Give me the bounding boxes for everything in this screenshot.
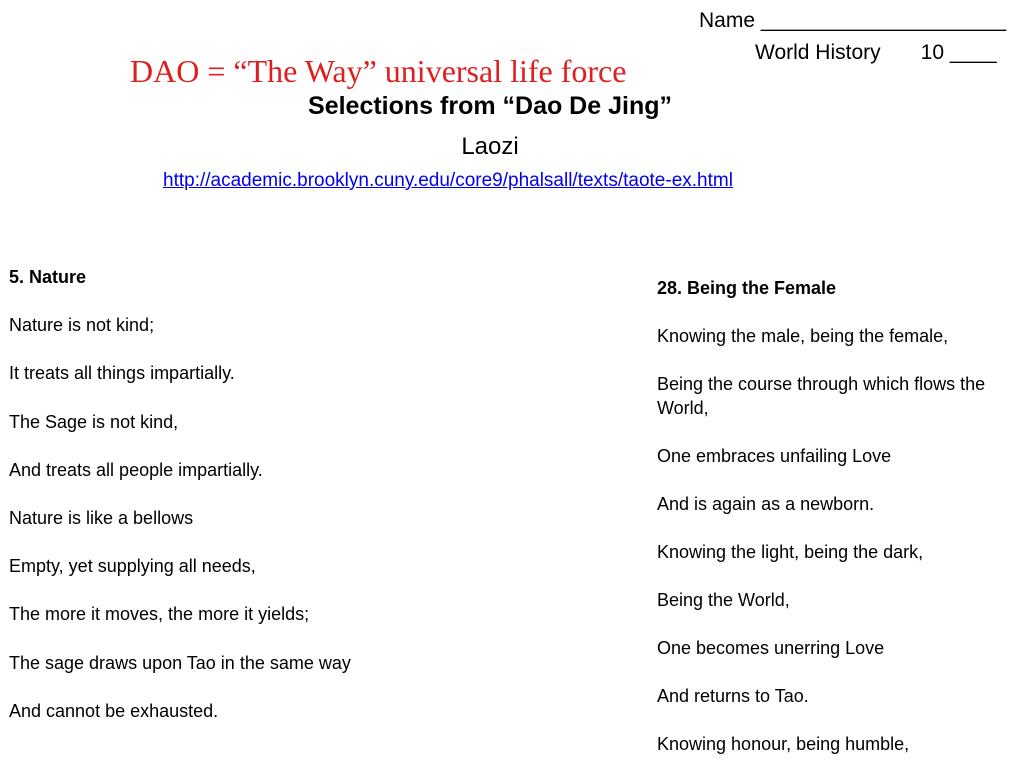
poem-being-the-female [657,276,1017,780]
poem-line: And is again as a newborn. [657,494,875,514]
poem-line: Knowing the male, being the female, [657,326,949,346]
poem-line: The more it moves, the more it yields; [9,604,310,625]
source-link[interactable]: http://academic.brooklyn.cuny.edu/core9/phalsall/texts/taote-ex.html [163,170,733,191]
poem-heading: 5. Nature [9,267,87,287]
period-field[interactable]: 10 ____ [920,41,997,64]
poem-heading: 28. Being the Female [657,278,837,298]
poem-line: Nature is like a bellows [9,507,194,528]
dao-title: DAO = “The Way” universal life force [130,53,627,89]
poem-line: Being the World, [657,590,790,610]
poem-nature [9,266,609,748]
poem-line: Nature is not kind; [9,315,155,336]
poem-line: The Sage is not kind, [9,411,179,432]
poem-line: Knowing honour, being humble, [657,734,910,754]
poem-line: And cannot be exhausted. [9,700,219,721]
poem-line: And treats all people impartially. [9,459,263,480]
poem-line: Empty, yet supplying all needs, [9,556,256,577]
document-title: Selections from “Dao De Jing” [308,92,672,120]
poem-line: Knowing the light, being the dark, [657,542,924,562]
student-name-field[interactable]: Name _____________________ [699,9,1007,32]
poem-line: It treats all things impartially. [9,363,235,384]
author-name: Laozi [461,133,519,160]
poem-line: Being the course through which flows the World, [657,374,986,418]
poem-line: One embraces unfailing Love [657,446,892,466]
poem-line: And returns to Tao. [657,686,809,706]
course-name: World History [755,41,881,64]
poem-line: One becomes unerring Love [657,638,885,658]
class-info [755,40,997,66]
poem-line: The sage draws upon Tao in the same way [9,652,351,673]
